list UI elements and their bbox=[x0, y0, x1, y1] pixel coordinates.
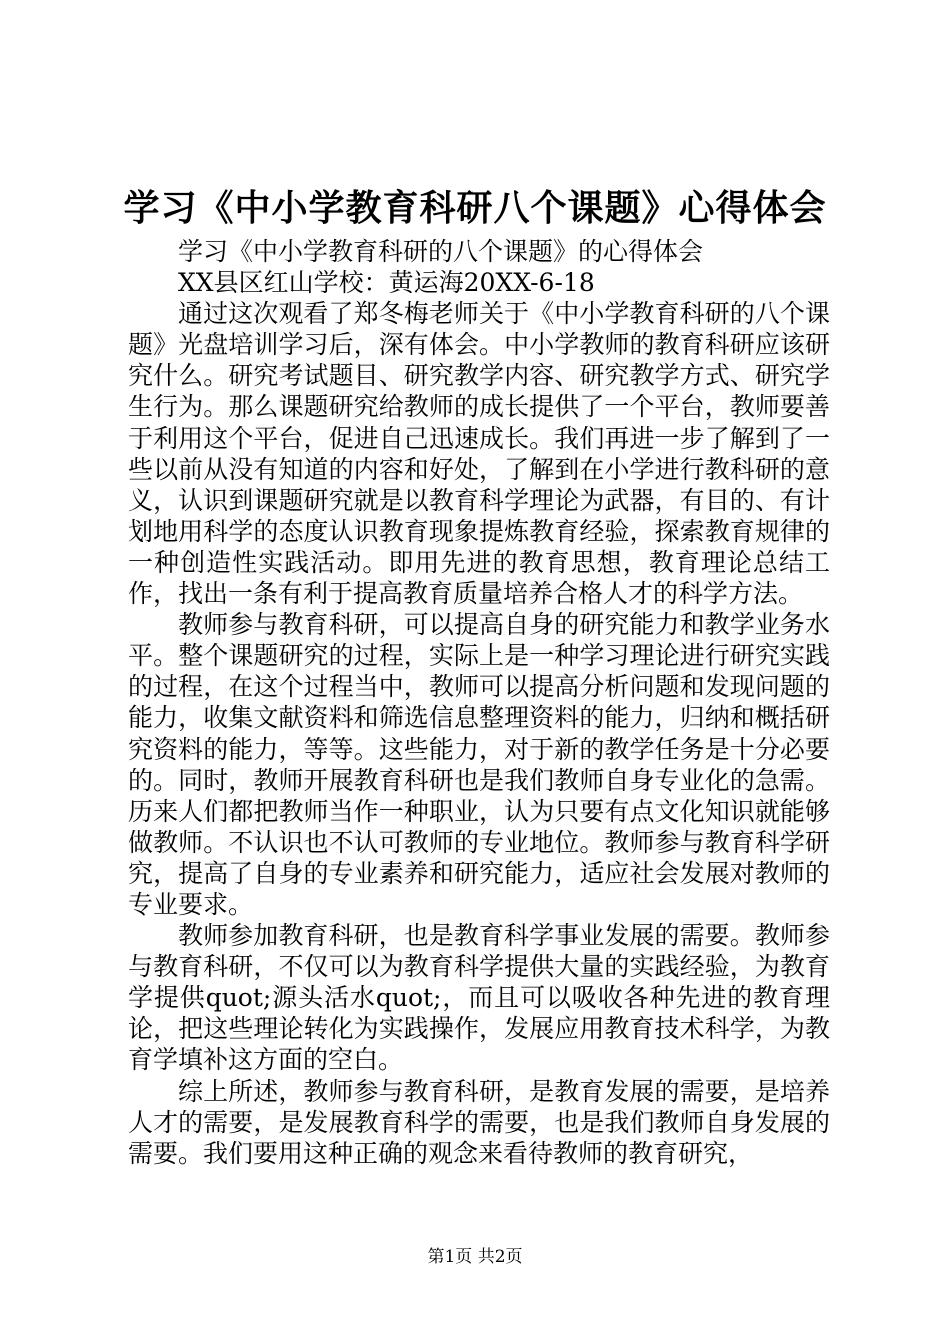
paragraph-1: 通过这次观看了郑冬梅老师关于《中小学教育科研的八个课题》光盘培训学习后，深有体会。中小学教师的教育科研应该研究什么。研究考试题目、研究教学内容、研究教学方式、研究学生行为。那么课题研究给教师的成长提供了一个平台，教师要善于利用这个平台，促进自己迅速成长。我们再进一步了解到了一些以前从没有知道的内容和好处，了解到在小学进行教科研的意义，认识到课题研究就是以教育科学理论为武器，有目的、有计划地用科学的态度认识教育现象提炼教育经验，探索教育规律的一种创造性实践活动。即用先进的教育思想，教育理论总结工作，找出一条有利于提高教育质量培养合格人才的科学方法。 bbox=[128, 299, 830, 609]
page-number-footer: 第1页 共2页 bbox=[427, 1247, 523, 1267]
document-title: 学习《中小学教育科研八个课题》心得体会 bbox=[123, 187, 827, 229]
document-body bbox=[128, 236, 830, 1169]
paragraph-2: 教师参与教育科研，可以提高自身的研究能力和教学业务水平。整个课题研究的过程，实际上是一种学习理论进行研究实践的过程，在这个过程当中，教师可以提高分析问题和发现问题的能力，收集文献资料和筛选信息整理资料的能力，归纳和概括研究资料的能力，等等。这些能力，对于新的教学任务是十分必要的。同时，教师开展教育科研也是我们教师自身专业化的急需。历来人们都把教师当作一种职业，认为只要有点文化知识就能够做教师。不认识也不认可教师的专业地位。教师参与教育科学研究，提高了自身的专业素养和研究能力，适应社会发展对教师的专业要求。 bbox=[128, 610, 830, 919]
subtitle-line: 学习《中小学教育科研的八个课题》的心得体会 bbox=[178, 237, 704, 266]
paragraph-3: 教师参加教育科研，也是教育科学事业发展的需要。教师参与教育科研，不仅可以为教育科学提供大量的实践经验，为教育学提供quot;源头活水quot;，而且可以吸收各种先进的教育理论，把这些理论转化为实践操作，发展应用教育技术科学，为教育学填补这方面的空白。 bbox=[128, 921, 830, 1075]
author-date-line: XX县区红山学校：黄运海20XX-6-18 bbox=[178, 268, 595, 298]
paragraph-4: 综上所述，教师参与教育科研，是教育发展的需要，是培养人才的需要，是发展教育科学的需要，也是我们教师自身发展的需要。我们要用这种正确的观念来看待教师的教育研究， bbox=[128, 1076, 830, 1168]
